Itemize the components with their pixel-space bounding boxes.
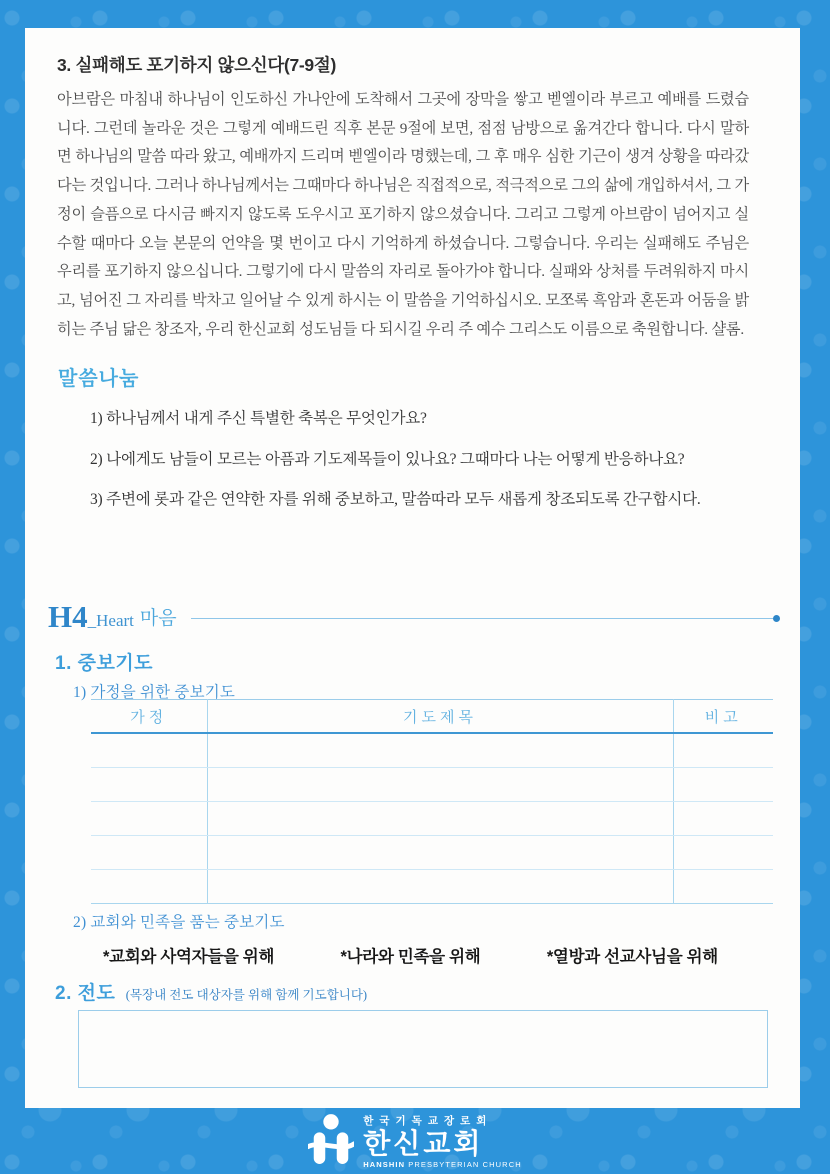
content-sheet <box>25 28 800 1108</box>
cell-note <box>673 870 773 904</box>
cell-note <box>673 836 773 870</box>
cell-note <box>673 733 773 768</box>
denomination-name: 한국기독교장로회 <box>363 1115 493 1128</box>
cell-family <box>91 802 207 836</box>
cell-family <box>91 768 207 802</box>
bullet-nation-people: *나라와 민족을 위해 <box>340 948 481 966</box>
cell-note <box>673 768 773 802</box>
column-header-topic: 기도제목 <box>207 700 673 734</box>
family-prayer-subheading: 1) 가정을 위한 중보기도 <box>73 684 236 701</box>
section-3-body: 아브람은 마침내 하나님이 인도하신 가나안에 도착해서 그곳에 장막을 쌓고 벧엘이라 부르고 예배를 드렸습니다. 그런데 놀라운 것은 그렇게 예배드린 직후 본문 9절에 보면, 점점 남방으로 옮겨간다 합니다. 다시 말하면 하나님의 말씀 따라 왔고, 예배까지 드리며 벧엘이라 명했는데, 그 후 매우 심한 기근이 생겨 상황을 따라갔다는 것입니다. 그러나 하나님께서는 그때마다 하나님은 직접적으로, 적극적으로 그의 삶에 개입하셔서, 그 가정이 슬픔으로 다시금 빠지지 않도록 도우시고 포기하지 않으셨습니다. 그리고 그렇게 아브람이 넘어지고 실수할 때마다 오늘 본문의 언약을 몇 번이고 다시 기억하게 하셨습니다. 그렇습니다. 우리는 실패해도 주님은 우리를 포기하지 않으십니다. 그렇기에 다시 말씀의 자리로 돌아가야 합니다. 실패와 상처를 두려워하지 마시고, 넘어진 그 자리를 박차고 일어날 수 있게 하시는 이 말씀을 기억하십시오. 모쪼록 흑암과 혼돈과 어둠을 밝히는 주님 닮은 창조자, 우리 한신교회 성도님들 다 되시길 우리 주 예수 그리스도 이름으로 축원합니다. 샬롬. <box>57 91 749 338</box>
church-name-english: HANSHIN PRESBYTERIAN CHURCH <box>363 1159 522 1169</box>
hanshin-church-logo-icon <box>308 1113 354 1172</box>
h4-heart-heading <box>48 596 780 636</box>
table-row <box>91 768 773 802</box>
family-prayer-table <box>91 699 773 904</box>
bullet-missions: *열방과 선교사님을 위해 <box>546 948 718 966</box>
cell-family <box>91 836 207 870</box>
cell-topic <box>207 733 673 768</box>
h4-subtitle: _Heart <box>87 610 134 630</box>
question-3: 3) 주변에 롯과 같은 연약한 자를 위해 중보하고, 말씀따라 모두 새롭게 창조되도록 간구합시다. <box>90 491 701 508</box>
word-sharing-heading: 말씀나눔 <box>58 368 140 390</box>
divider-dot <box>773 615 780 622</box>
question-1: 1) 하나님께서 내게 주신 특별한 축복은 무엇인가요? <box>90 410 427 427</box>
cell-family <box>91 733 207 768</box>
evangelism-heading <box>55 978 367 1005</box>
church-logo-text <box>363 1113 521 1168</box>
h4-korean-label: 마음 <box>139 607 177 629</box>
table-row <box>91 733 773 768</box>
table-row <box>91 836 773 870</box>
church-nation-prayer-subheading: 2) 교회와 민족을 품는 중보기도 <box>73 914 285 931</box>
intercession-heading: 1. 중보기도 <box>55 653 154 674</box>
table-row <box>91 870 773 904</box>
section-3-heading: 3. 실패해도 포기하지 않으신다(7-9절) <box>57 55 336 75</box>
h4-code: H4 <box>48 598 88 634</box>
question-2: 2) 나에게도 남들이 모르는 아픔과 기도제목들이 있나요? 그때마다 나는 어떻게 반응하나요? <box>90 450 685 468</box>
cell-topic <box>207 836 673 870</box>
bullet-church-ministers: *교회와 사역자들을 위해 <box>103 948 275 966</box>
footer-logo-band <box>0 1108 830 1174</box>
column-header-family: 가정 <box>91 700 207 734</box>
table-row <box>91 802 773 836</box>
table-header-row <box>91 700 773 734</box>
cell-topic <box>207 768 673 802</box>
divider-line <box>191 618 773 619</box>
church-name: 한신교회 <box>363 1128 484 1160</box>
sharing-questions <box>90 406 750 528</box>
cell-topic <box>207 870 673 904</box>
column-header-note: 비고 <box>673 700 773 734</box>
evangelism-writing-box <box>78 1010 768 1088</box>
cell-topic <box>207 802 673 836</box>
cell-note <box>673 802 773 836</box>
prayer-bullets <box>103 943 763 967</box>
evangelism-title: 2. 전도 <box>55 983 116 1004</box>
evangelism-note: (목장내 전도 대상자를 위해 함께 기도합니다) <box>125 988 368 1002</box>
cell-family <box>91 870 207 904</box>
